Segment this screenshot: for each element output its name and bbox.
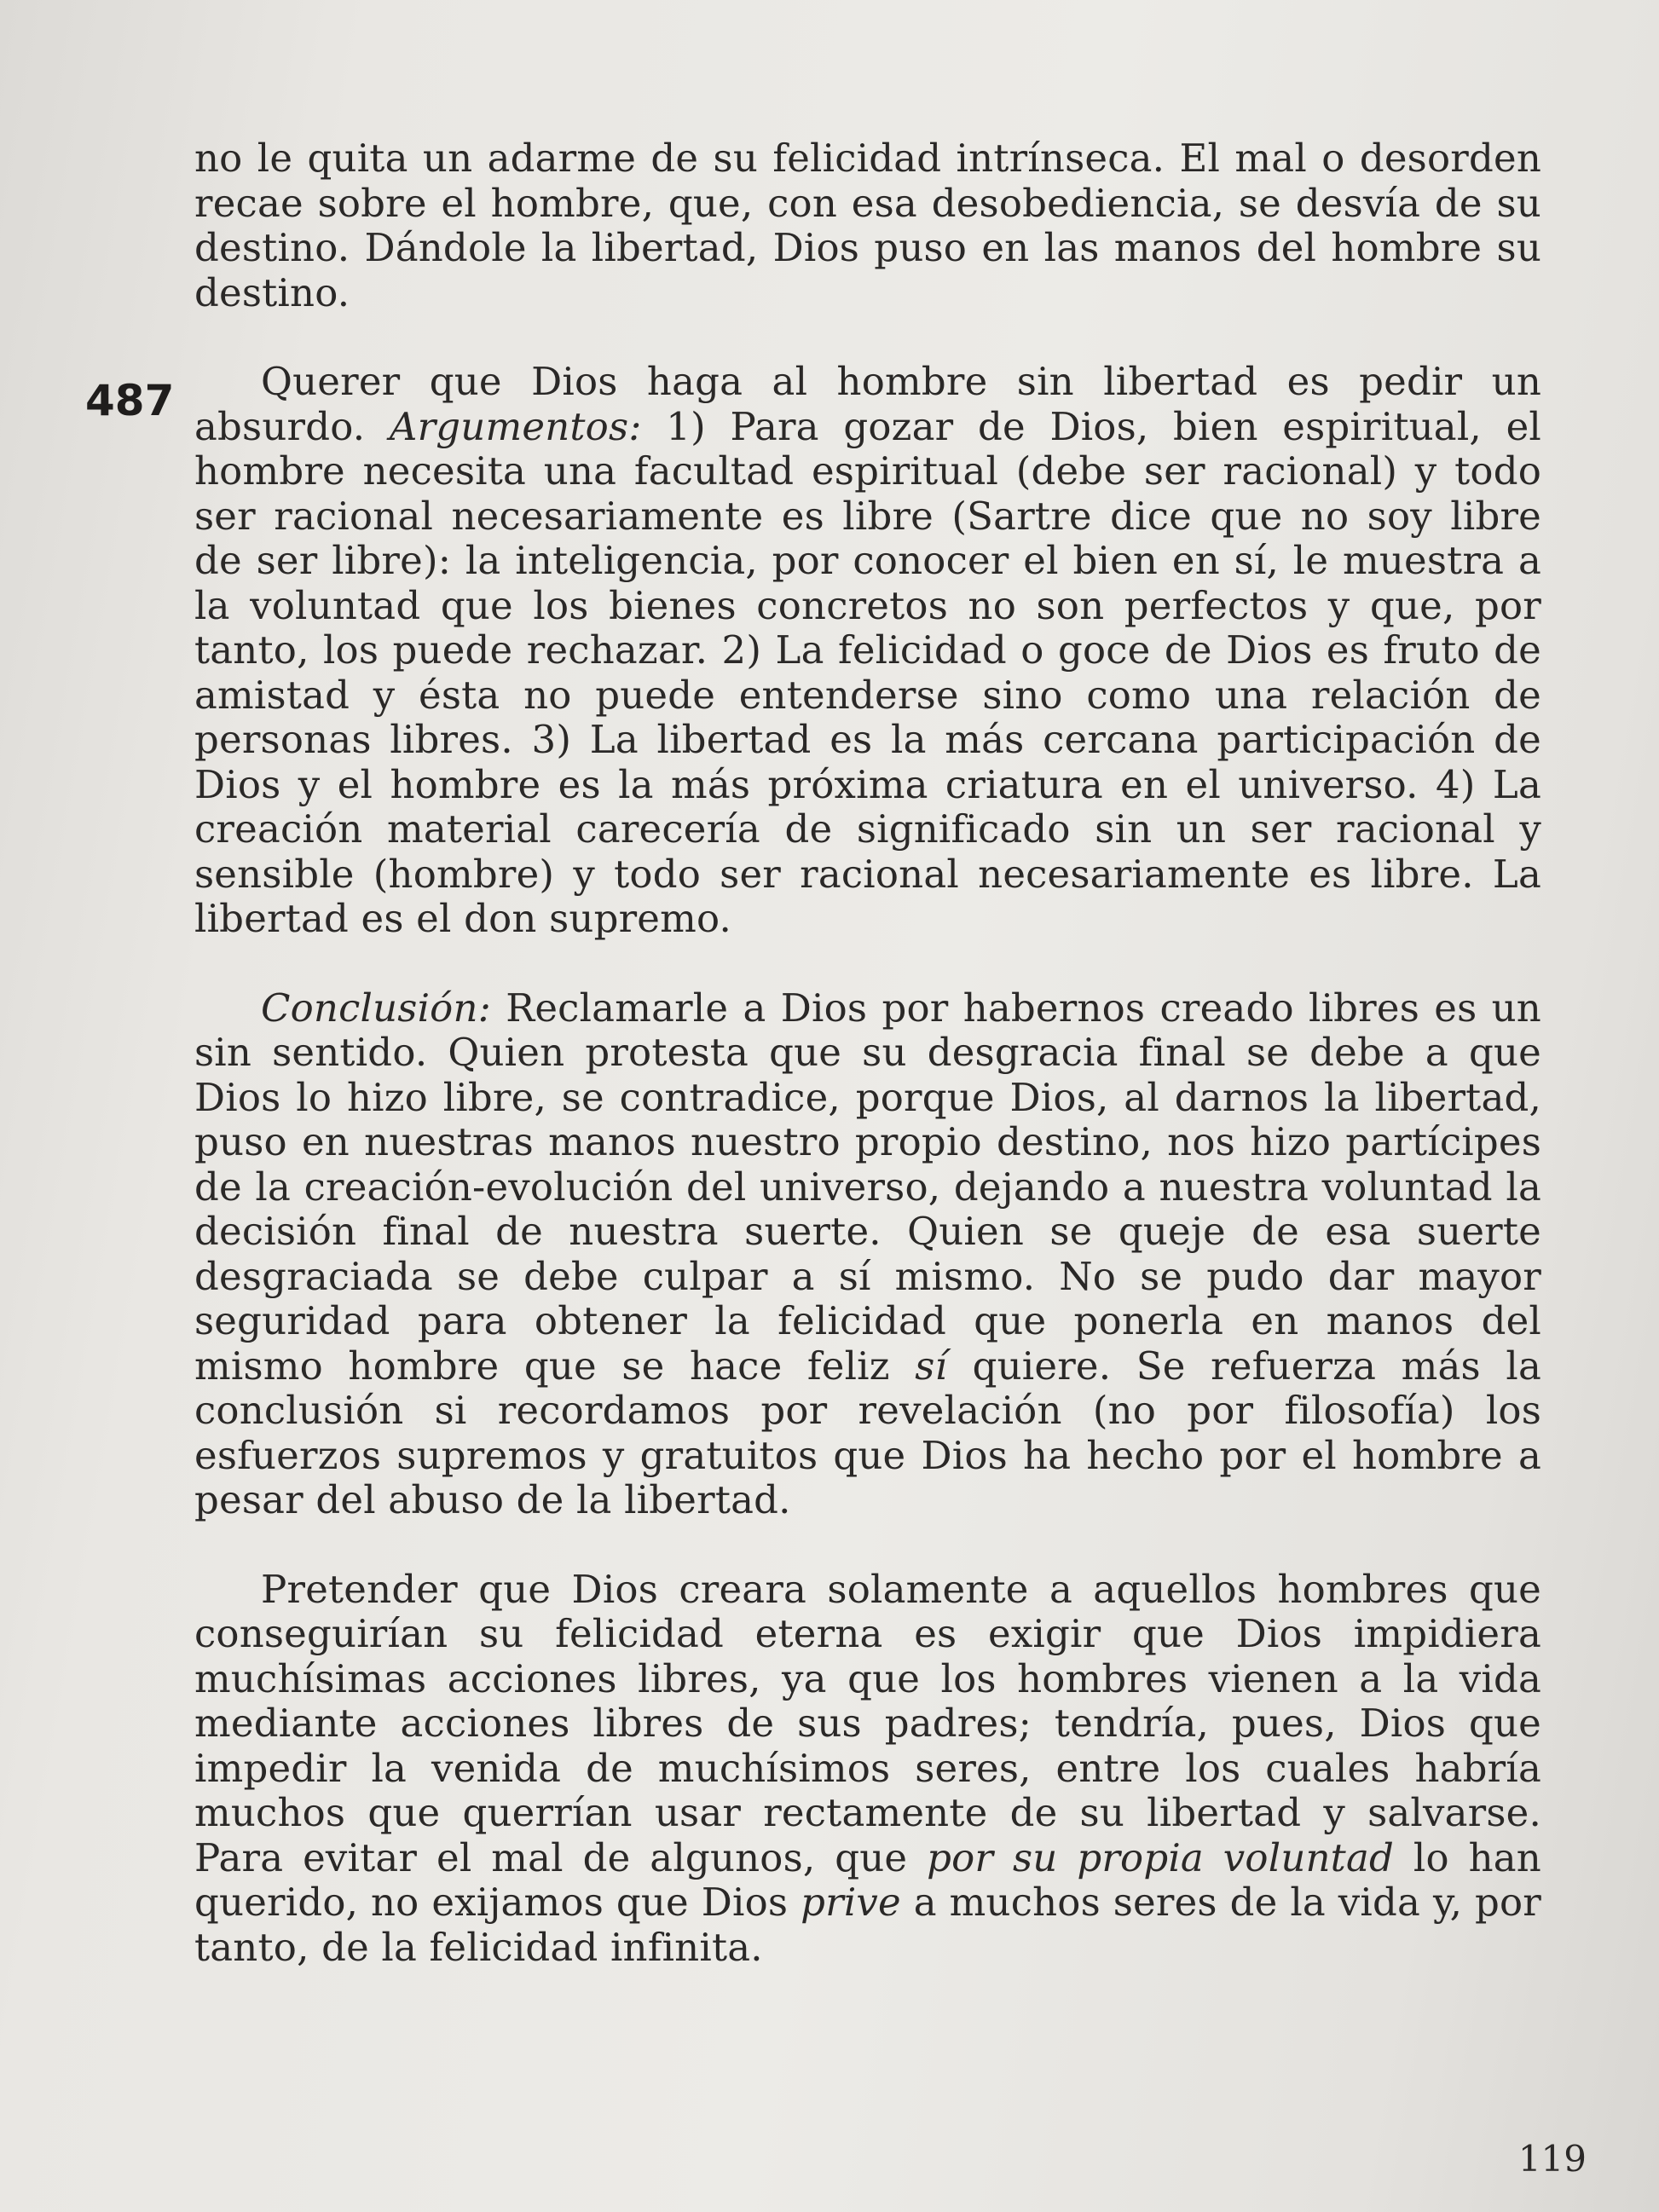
paragraph-text: lo han querido, no exijamos que Dios <box>194 1834 1541 1925</box>
paragraph-text: Pretender que Dios creara solamente a aquellos hombres que conseguirían su felicidad eterna es exigir que Dios impidiera muchísimas acciones libres, ya que los hombres vienen a la vida mediante acciones libres de sus padres; tendría, pues, Dios que impedir la venida de muchísimos seres, entre los cuales habría muchos que querrían usar rectamente de su libertad y salvarse. Para evitar el mal de algunos, que <box>194 1566 1541 1880</box>
paragraph-text: quiere. Se refuerza más la conclusión si recordamos por revelación (no por filosofía) los esfuerzos supremos y gratuitos que Dios ha hecho por el hombre a pesar del abuso de la libertad. <box>194 1343 1541 1522</box>
paragraph-continuation <box>194 136 1541 315</box>
paragraph-text: Querer que Dios haga al hombre sin libertad es pedir un absurdo. <box>194 359 1541 449</box>
section-number: 487 <box>85 376 175 425</box>
paragraph-text: a muchos seres de la vida y, por tanto, de la felicidad infinita. <box>194 1880 1541 1970</box>
paragraph-text: 1) Para gozar de Dios, bien espiritual, el hombre necesita una facultad espiritual (debe ser racional) y todo ser racional necesariamente es libre (Sartre dice que no soy libre de ser libre): la inteligencia, por conocer el bien en sí, le muestra a la voluntad que los bienes concretos no son perfectos y que, por tanto, los puede rechazar. 2) La felicidad o goce de Dios es fruto de amistad y ésta no puede entenderse sino como una relación de personas libres. 3) La libertad es la más cercana participación de Dios y el hombre es la más próxima criatura en el universo. 4) La creación material carecería de significado sin un ser racional y sensible (hombre) y todo ser racional necesariamente es libre. La libertad es el don supremo. <box>194 403 1541 941</box>
paragraph-text: Reclamarle a Dios por habernos creado libres es un sin sentido. Quien protesta que su desgracia final se debe a que Dios lo hizo libre, se contradice, porque Dios, al darnos la libertad, puso en nuestras manos nuestro propio destino, nos hizo partícipes de la creación-evolución del universo, dejando a nuestra voluntad la decisión final de nuestra suerte. Quien se queje de esa suerte desgraciada se debe culpar a sí mismo. No se pudo dar mayor seguridad para obtener la felicidad que ponerla en manos del mismo hombre que se hace feliz <box>194 985 1541 1389</box>
paragraph-gap <box>194 315 1541 360</box>
italic-phrase: por su propia voluntad <box>927 1834 1394 1880</box>
paragraph-gap <box>194 1523 1541 1568</box>
paragraph-conclusion <box>194 986 1541 1523</box>
italic-heading-conclusion: Conclusión: <box>261 985 492 1031</box>
paragraph-text: no le quita un adarme de su felicidad intrínseca. El mal o desorden recae sobre el hombre, que, con esa desobediencia, se desvía de su destino. Dándole la libertad, Dios puso en las manos del hombre su destino. <box>194 136 1541 315</box>
italic-word: prive <box>801 1880 901 1925</box>
body-text <box>194 136 1541 1970</box>
paragraph-arguments <box>194 360 1541 942</box>
paragraph-pretender <box>194 1568 1541 1971</box>
paragraph-gap <box>194 942 1541 986</box>
italic-word: sí <box>915 1343 948 1389</box>
page-number: 119 <box>1517 2138 1587 2180</box>
italic-heading-arguments: Argumentos: <box>389 403 642 449</box>
